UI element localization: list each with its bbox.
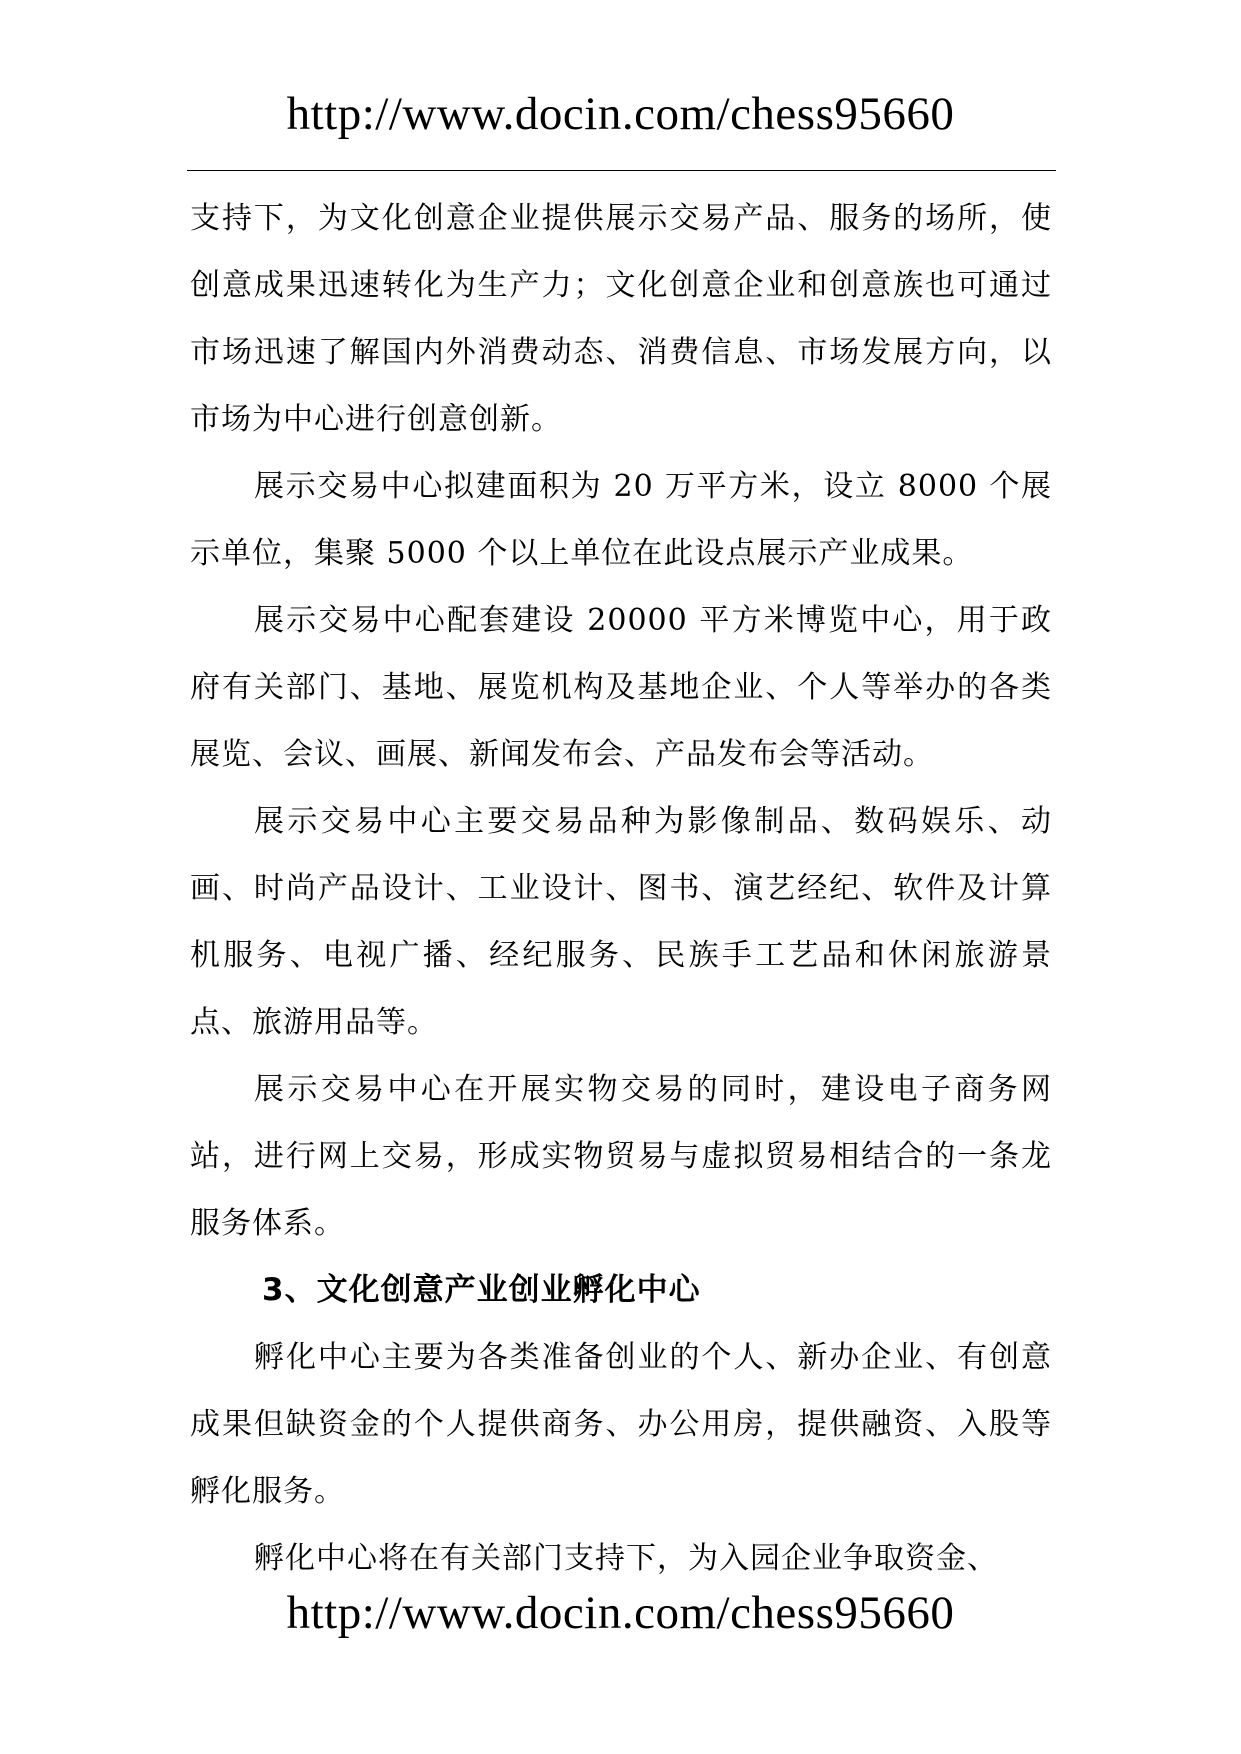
text-line: 孵化中心主要为各类准备创业的个人、新办企业、有创: [254, 1340, 1021, 1375]
text-line: 展示交易中心配套建设 20000 平方米博览中心，用于政: [254, 603, 1052, 638]
text-line: 展示交易中心主要交易品种为影像制品、数码娱乐、动: [254, 804, 1052, 839]
header-divider: [187, 170, 1056, 171]
text-line: 股等孵化服务。: [190, 1407, 1053, 1509]
text-line: 展示交易中心在开展实物交易的同时，建设电子商务网: [254, 1072, 1052, 1107]
footer-url[interactable]: http://www.docin.com/chess95660: [286, 1587, 955, 1639]
paragraph-3: [190, 587, 1052, 788]
text-line: 向，以市场为中心进行创意创新。: [190, 335, 1053, 437]
text-line: 府有关部门、基地、展览机构及基地企业、个人等举办的各: [190, 670, 1021, 705]
section-heading: 3、文化创意产业创业孵化中心: [262, 1272, 701, 1308]
paragraph-5: [190, 1056, 1052, 1257]
paragraph-6: [190, 1324, 1052, 1525]
text-line: 画、时尚产品设计、工业设计、图书、演艺经纪、软件及计: [190, 871, 1021, 906]
paragraph-7: [190, 1525, 1052, 1592]
text-line: 算机服务、电视广播、经纪服务、民族手工艺品和休闲旅游: [190, 871, 1052, 973]
text-line: 龙服务体系。: [190, 1139, 1052, 1241]
text-line: 意成果但缺资金的个人提供商务、办公用房，提供融资、入: [190, 1340, 1052, 1442]
text-line: 通过市场迅速了解国内外消费动态、消费信息、市场发展方: [190, 268, 1053, 370]
document-body: [190, 185, 1052, 1592]
text-line: 站，进行网上交易，形成实物贸易与虚拟贸易相结合的一条: [190, 1139, 1021, 1174]
paragraph-1: [190, 185, 1052, 453]
paragraph-4: [190, 788, 1052, 1056]
text-line: 景点、旅游用品等。: [190, 938, 1052, 1040]
paragraph-2: [190, 453, 1052, 587]
header-url[interactable]: http://www.docin.com/chess95660: [286, 88, 955, 140]
text-line: 支持下，为文化创意企业提供展示交易产品、服务的场所，: [190, 201, 1021, 236]
text-line: 类展览、会议、画展、新闻发布会、产品发布会等活动。: [190, 670, 1052, 772]
text-line: 展示交易中心拟建面积为 20 万平方米，设立 8000 个展: [254, 469, 1052, 504]
text-line: 孵化中心将在有关部门支持下，为入园企业争取资金、: [254, 1541, 998, 1576]
text-line: 示单位，集聚 5000 个以上单位在此设点展示产业成果。: [190, 536, 974, 571]
text-line: 使创意成果迅速转化为生产力；文化创意企业和创意族也可: [190, 201, 1052, 303]
